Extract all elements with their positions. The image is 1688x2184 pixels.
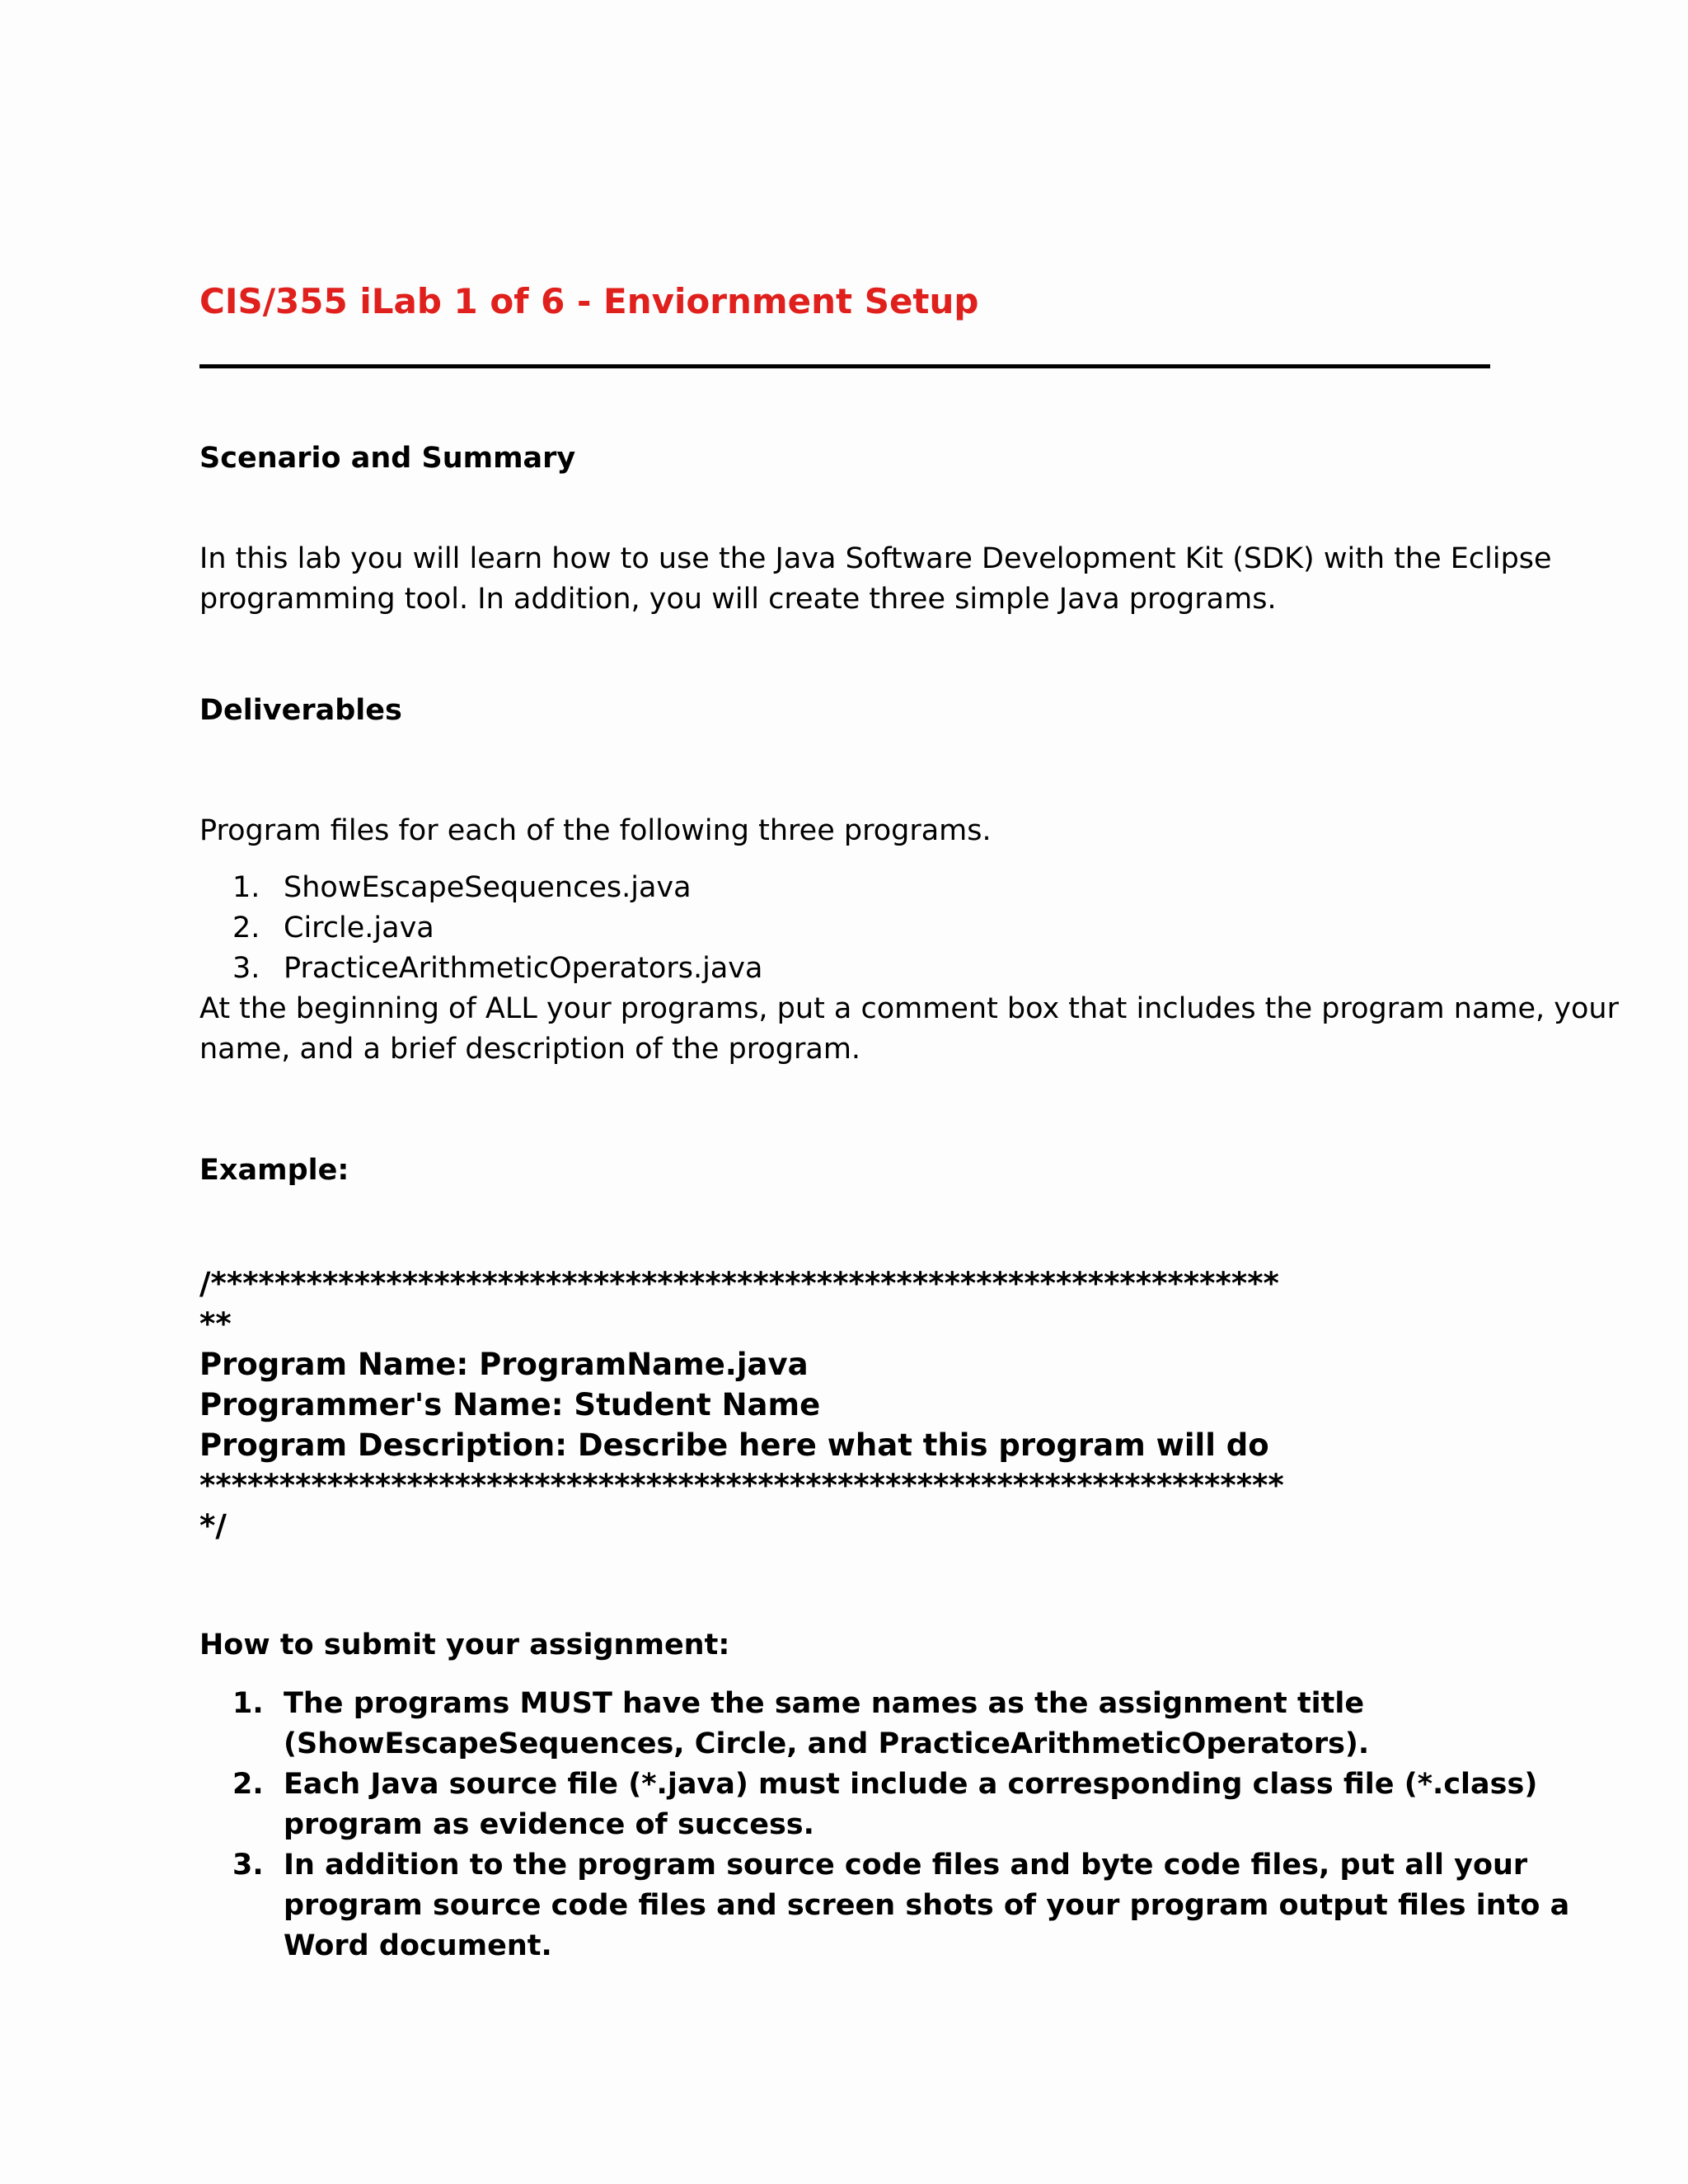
scenario-text-line-1: In this lab you will learn how to use the Java Software Development Kit (SDK) with the Eclipse xyxy=(199,542,1552,575)
list-item xyxy=(199,1684,1569,1765)
list-item-line-1: The programs MUST have the same names as the assignment title xyxy=(284,1687,1365,1720)
list-item xyxy=(199,1845,1569,1966)
list-item-line-2: program as evidence of success. xyxy=(284,1808,814,1841)
submit-list xyxy=(199,1684,1569,1966)
scenario-text-line-2: programming tool. In addition, you will create three simple Java programs. xyxy=(199,583,1277,616)
comment-program-name: Program Name: ProgramName.java xyxy=(199,1347,809,1382)
comment-open-stars-wrap: ** xyxy=(199,1306,232,1342)
example-heading: Example: xyxy=(199,1154,349,1187)
comment-close-stars: ******************************************************************** xyxy=(199,1468,1284,1503)
list-item-line-2: (ShowEscapeSequences, Circle, and PracticeArithmeticOperators). xyxy=(284,1727,1370,1760)
deliverables-heading: Deliverables xyxy=(199,694,402,727)
submit-heading: How to submit your assignment: xyxy=(199,1629,730,1661)
list-item xyxy=(199,949,762,989)
list-item xyxy=(199,908,762,949)
deliverables-intro: Program files for each of the following three programs. xyxy=(199,814,992,847)
list-item-text: Circle.java xyxy=(284,912,434,944)
list-item xyxy=(199,1765,1569,1845)
document-title: CIS/355 iLab 1 of 6 - Enviornment Setup xyxy=(199,281,979,321)
list-item-line-1: Each Java source file (*.java) must include a corresponding class file (*.class) xyxy=(284,1768,1538,1801)
deliverables-note-line-1: At the beginning of ALL your programs, put a comment box that includes the program name, your xyxy=(199,992,1619,1025)
comment-programmer-name: Programmer's Name: Student Name xyxy=(199,1387,821,1422)
list-item-line-1: In addition to the program source code files and byte code files, put all your xyxy=(284,1849,1528,1882)
list-item xyxy=(199,868,762,908)
list-item-number: 2. xyxy=(232,912,260,944)
list-item-line-3: Word document. xyxy=(284,1929,552,1962)
scenario-heading: Scenario and Summary xyxy=(199,442,576,475)
list-item-number: 3. xyxy=(232,952,260,985)
list-item-text: ShowEscapeSequences.java xyxy=(284,871,692,904)
list-item-number: 2. xyxy=(232,1768,264,1801)
title-divider xyxy=(199,364,1490,368)
list-item-number: 1. xyxy=(232,871,260,904)
deliverables-list xyxy=(199,868,762,989)
list-item-line-2: program source code files and screen shots of your program output files into a xyxy=(284,1889,1570,1922)
deliverables-note-line-2: name, and a brief description of the program. xyxy=(199,1033,861,1066)
comment-close-stars-wrap: */ xyxy=(199,1508,227,1544)
list-item-number: 3. xyxy=(232,1849,264,1882)
comment-open-stars: /******************************************************************* xyxy=(199,1266,1279,1301)
list-item-text: PracticeArithmeticOperators.java xyxy=(284,952,763,985)
comment-program-description: Program Description: Describe here what this program will do xyxy=(199,1427,1269,1463)
list-item-number: 1. xyxy=(232,1687,264,1720)
